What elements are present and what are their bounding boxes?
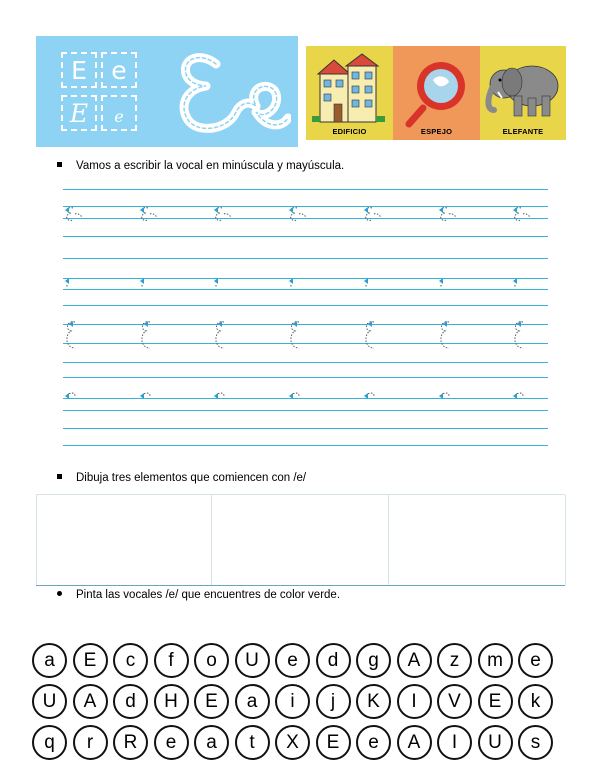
trace-letter-guide [138, 204, 160, 226]
instruction-draw-text: Dibuja tres elementos que comiencen con /e/ [76, 472, 307, 484]
letter-circle[interactable]: d [316, 643, 351, 678]
letter-lower-print: e [111, 56, 127, 85]
letter-circle[interactable]: A [397, 643, 432, 678]
card-label-espejo: ESPEJO [420, 127, 453, 136]
letter-circle[interactable]: g [356, 643, 391, 678]
letter-circle[interactable]: a [32, 643, 67, 678]
instruction-write [57, 160, 344, 172]
letter-circle[interactable]: U [32, 684, 67, 719]
letter-circle[interactable]: j [316, 684, 351, 719]
card-label-elefante: ELEFANTE [502, 127, 544, 136]
instruction-write-text: Vamos a escribir la vocal en minúscula y mayúscula. [76, 160, 345, 172]
letter-upper-print: E [71, 56, 87, 85]
trace-letter-guide [362, 390, 384, 412]
letter-circle[interactable]: R [113, 725, 148, 760]
trace-letter-guide [362, 318, 384, 358]
letter-box-lower-print [101, 52, 137, 88]
guide-line [63, 189, 548, 190]
letter-circle[interactable]: i [275, 684, 310, 719]
letter-upper-cursive: E [69, 99, 89, 128]
trace-letter-guide [212, 204, 234, 226]
trace-letter-guide [511, 275, 533, 297]
trace-letter-guide [63, 318, 85, 358]
drawing-area [36, 494, 565, 586]
square-bullet-icon [57, 474, 62, 479]
instruction-draw [57, 472, 306, 484]
letter-circle[interactable]: o [194, 643, 229, 678]
letter-circle[interactable]: k [518, 684, 553, 719]
letter-circle[interactable]: K [356, 684, 391, 719]
trace-letter-guide [63, 390, 85, 412]
instruction-paint [57, 589, 340, 601]
card-label-edificio: EDIFICIO [332, 127, 367, 136]
letter-circle[interactable]: s [518, 725, 553, 760]
letter-box-upper-cursive [61, 95, 97, 131]
guide-line [63, 258, 548, 259]
trace-letter-guide [437, 204, 459, 226]
trace-letter-guide [138, 275, 160, 297]
trace-letter-guide [511, 390, 533, 412]
letter-circle[interactable]: a [194, 725, 229, 760]
instruction-paint-text: Pinta las vocales /e/ que encuentres de color verde. [76, 589, 341, 601]
letter-circle[interactable]: d [113, 684, 148, 719]
guide-line [63, 362, 548, 363]
letter-circle[interactable]: H [154, 684, 189, 719]
trace-letter-guide [287, 275, 309, 297]
trace-letter-guide [212, 318, 234, 358]
letter-circle[interactable]: r [73, 725, 108, 760]
guide-line [63, 445, 548, 446]
drawing-box-1[interactable] [36, 495, 212, 585]
letter-circle[interactable]: e [518, 643, 553, 678]
trace-letter-guide [511, 318, 533, 358]
guide-line [63, 236, 548, 237]
elephant-icon [480, 46, 566, 140]
letter-circle[interactable]: I [397, 684, 432, 719]
trace-letter-guide [362, 204, 384, 226]
letter-circle[interactable]: e [275, 643, 310, 678]
letter-box-lower-cursive [101, 95, 137, 131]
letter-circle[interactable]: E [478, 684, 513, 719]
card-espejo [393, 46, 480, 140]
letter-circle[interactable]: a [235, 684, 270, 719]
letter-box-upper-print [61, 52, 97, 88]
guide-line [63, 377, 548, 378]
trace-letter-guide [437, 390, 459, 412]
card-elefante [480, 46, 566, 140]
letter-circle[interactable]: f [154, 643, 189, 678]
trace-letter-guide [511, 204, 533, 226]
guide-line [63, 428, 548, 429]
square-bullet-icon [57, 162, 62, 167]
trace-letter-guide [212, 390, 234, 412]
header-letter-panel [36, 36, 298, 147]
trace-letter-guide [437, 275, 459, 297]
trace-letter-guide [212, 275, 234, 297]
letter-circle[interactable]: q [32, 725, 67, 760]
trace-letter-guide [287, 390, 309, 412]
trace-letter-guide [437, 318, 459, 358]
letter-circle[interactable]: c [113, 643, 148, 678]
letter-circle[interactable]: V [437, 684, 472, 719]
letter-circle[interactable]: I [437, 725, 472, 760]
letter-circle[interactable]: X [275, 725, 310, 760]
drawing-box-2[interactable] [211, 495, 389, 585]
letter-circle[interactable]: A [397, 725, 432, 760]
letter-circle[interactable]: U [478, 725, 513, 760]
card-edificio [306, 46, 393, 140]
letter-circle[interactable]: A [73, 684, 108, 719]
letter-circle[interactable]: E [73, 643, 108, 678]
letter-circle[interactable]: U [235, 643, 270, 678]
trace-letter-guide [362, 275, 384, 297]
letter-circle[interactable]: t [235, 725, 270, 760]
trace-letter-guide [63, 204, 85, 226]
trace-letter-guide [63, 275, 85, 297]
letter-circle[interactable]: E [316, 725, 351, 760]
round-bullet-icon [57, 591, 62, 596]
mirror-icon [393, 46, 480, 140]
trace-letter-guide [138, 390, 160, 412]
letter-circle[interactable]: e [154, 725, 189, 760]
trace-letter-guide [287, 318, 309, 358]
building-icon [306, 46, 393, 140]
letter-lower-cursive: e [114, 107, 124, 126]
letter-circle[interactable]: e [356, 725, 391, 760]
letter-circle[interactable]: z [437, 643, 472, 678]
letter-circle[interactable]: E [194, 684, 229, 719]
trace-letter-guide [287, 204, 309, 226]
guide-line [63, 305, 548, 306]
trace-letter-guide [138, 318, 160, 358]
drawing-box-3[interactable] [388, 495, 566, 585]
letter-circle[interactable]: m [478, 643, 513, 678]
big-cursive-e-illustration [176, 46, 291, 138]
